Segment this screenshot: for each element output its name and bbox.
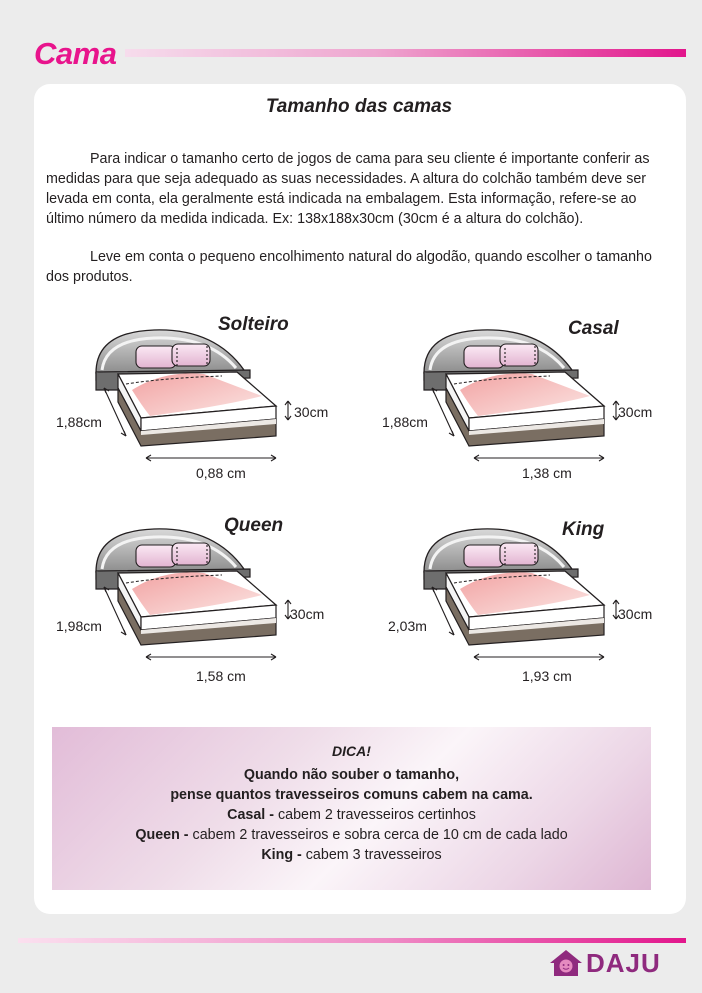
tip-king-label: King -: [261, 847, 302, 863]
shrinkage-paragraph: Leve em conta o pequeno encolhimento natural do algodão, quando escolher o tamanho dos produtos.: [46, 249, 652, 285]
tip-king: [52, 845, 651, 865]
bed-king: [382, 517, 653, 697]
bed-length-label: 2,03m: [388, 618, 427, 634]
bed-width-label: 1,93 cm: [522, 668, 572, 684]
tip-queen-label: Queen -: [135, 827, 189, 843]
bed-name: Queen: [224, 515, 284, 536]
header-divider: [125, 49, 686, 57]
bed-length-label: 1,88cm: [382, 414, 428, 430]
bed-illustration: [54, 318, 314, 498]
bed-illustration: [382, 517, 642, 697]
brand-logo: [549, 948, 661, 978]
tip-queen: [52, 825, 651, 845]
tip-box: [52, 727, 651, 890]
bed-name: Casal: [568, 318, 619, 339]
tip-line-2: pense quantos travesseiros comuns cabem na cama.: [170, 787, 533, 803]
bed-length-label: 1,98cm: [56, 618, 102, 634]
tip-title: DICA!: [332, 743, 371, 759]
bed-name: King: [562, 519, 605, 540]
bed-length-label: 1,88cm: [56, 414, 102, 430]
house-icon: [549, 949, 583, 977]
bed-width-label: 1,58 cm: [196, 668, 246, 684]
tip-casal-text: cabem 2 travesseiros certinhos: [274, 807, 476, 823]
logo-text: DAJU: [586, 947, 661, 978]
bed-width-label: 1,38 cm: [522, 465, 572, 481]
intro-paragraph: Para indicar o tamanho certo de jogos de cama para seu cliente é importante conferir as medidas para que seja adequado as suas necessidades. A altura do colchão também deve ser levada em conta, ela geralmente está indicada na embalagem. Esta informação, refere-se ao último número da medida indicada. Ex: 138x188x30cm (30cm é a altura do colchão).: [46, 151, 650, 227]
bed-illustration: [382, 318, 642, 498]
page-title: Cama: [34, 36, 117, 71]
tip-casal: [52, 805, 651, 825]
section-title: Tamanho das camas: [265, 96, 453, 117]
tip-king-text: cabem 3 travesseiros: [301, 847, 442, 863]
bed-illustration: [54, 517, 314, 697]
bed-name: Solteiro: [218, 314, 289, 335]
bed-height-label: 30cm: [618, 606, 653, 622]
bed-width-label: 0,88 cm: [196, 465, 246, 481]
bed-height-label: 30cm: [294, 404, 329, 420]
bed-queen: [54, 515, 325, 697]
tip-line-1: Quando não souber o tamanho,: [243, 767, 460, 783]
bed-casal: [382, 318, 653, 498]
bed-height-label: 30cm: [618, 404, 653, 420]
tip-queen-text: cabem 2 travesseiros e sobra cerca de 10 cm de cada lado: [188, 827, 568, 843]
bed-height-label: 30cm: [290, 606, 325, 622]
tip-casal-label: Casal -: [227, 807, 275, 823]
bed-solteiro: [54, 314, 329, 498]
footer-divider: [18, 938, 686, 943]
